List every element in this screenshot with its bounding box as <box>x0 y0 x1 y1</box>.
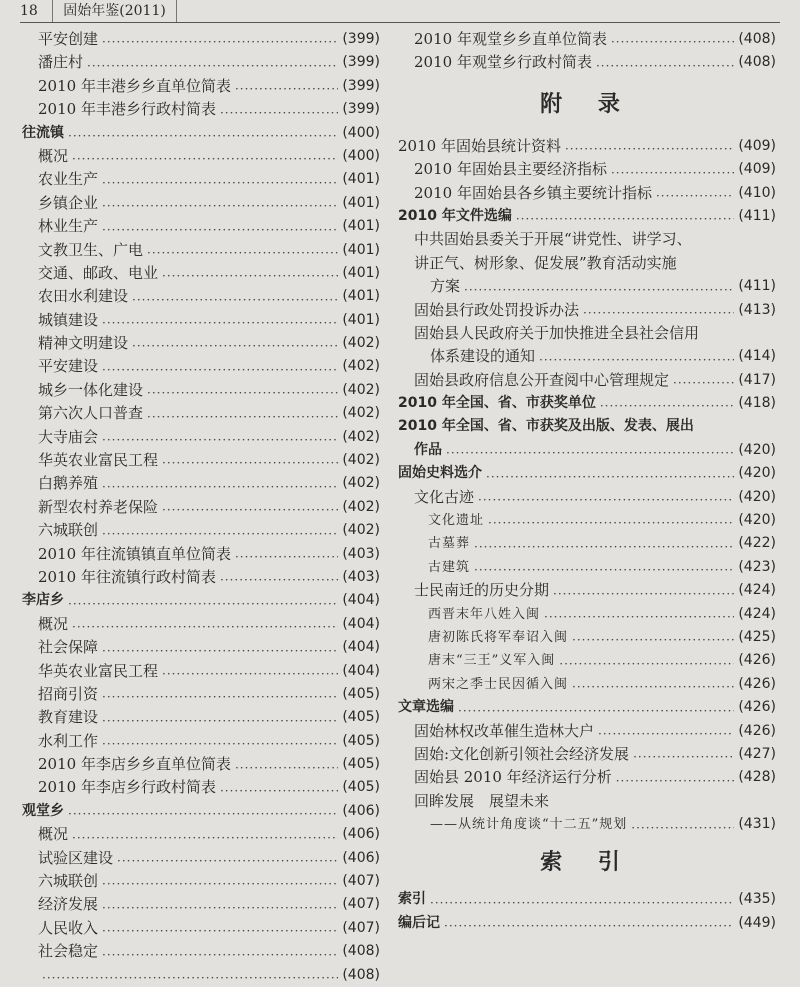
leader-dots <box>430 894 734 912</box>
toc-entry[interactable] <box>22 683 380 706</box>
toc-entry-label: 教育建设 <box>38 708 99 727</box>
toc-page-number: (405) <box>342 709 380 726</box>
toc-page-number: (407) <box>342 896 380 913</box>
toc-page-number: (426) <box>738 675 776 692</box>
toc-page-number: (401) <box>342 311 380 328</box>
left-toc-column <box>22 28 380 987</box>
toc-page-number: (399) <box>342 77 380 94</box>
toc-page-number: (420) <box>738 512 776 529</box>
book-title: 固始年鉴(2011) <box>52 0 177 22</box>
toc-entry-label: 李店乡 <box>22 592 64 609</box>
toc-entry-label: 固始县行政处罚投诉办法 <box>414 300 580 319</box>
leader-dots <box>102 174 338 192</box>
leader-dots <box>102 899 338 917</box>
toc-multiline-entry[interactable] <box>398 415 776 462</box>
toc-entry-line: 回眸发展 展望未来 <box>414 791 550 810</box>
toc-entry[interactable] <box>22 449 380 472</box>
toc-entry[interactable] <box>22 496 380 519</box>
leader-dots <box>102 642 338 660</box>
toc-entry[interactable] <box>22 426 380 449</box>
toc-entry[interactable] <box>22 823 380 846</box>
toc-entry[interactable] <box>398 135 776 158</box>
toc-entry-label: 平安创建 <box>38 29 99 48</box>
toc-entry-label: 文教卫生、广电 <box>38 240 144 259</box>
leader-dots <box>572 631 734 649</box>
toc-page-number: (399) <box>342 54 380 71</box>
toc-page-number: (420) <box>738 441 776 458</box>
leader-dots <box>235 548 338 566</box>
leader-dots <box>102 221 338 239</box>
leader-dots <box>147 408 338 426</box>
leader-dots <box>611 164 734 182</box>
toc-entry-label: 试验区建设 <box>38 848 114 867</box>
toc-entry-label: 概况 <box>38 825 69 844</box>
toc-entry-label: 乡镇企业 <box>38 193 99 212</box>
toc-entry-label: 古墓葬 <box>428 536 471 552</box>
toc-page-number: (411) <box>738 278 776 295</box>
toc-page-number: (405) <box>342 732 380 749</box>
toc-page-number: (399) <box>342 101 380 118</box>
leader-dots <box>102 197 338 215</box>
toc-entry[interactable] <box>398 649 776 672</box>
toc-page-number: (402) <box>342 522 380 539</box>
leader-dots <box>132 291 338 309</box>
leader-dots <box>102 875 338 893</box>
toc-entry-label: 文章选编 <box>398 699 454 716</box>
leader-dots <box>516 210 735 228</box>
toc-section-entry[interactable] <box>398 889 776 912</box>
leader-dots <box>147 384 338 402</box>
toc-entry-label: 文化古迹 <box>414 487 475 506</box>
toc-page-number: (404) <box>342 592 380 609</box>
toc-page-number: (424) <box>738 582 776 599</box>
toc-page-number: (431) <box>738 816 776 833</box>
toc-entry-label: 概况 <box>38 146 69 165</box>
toc-page-number: (411) <box>738 207 776 224</box>
leader-dots <box>102 431 338 449</box>
toc-entry-label: 招商引资 <box>38 684 99 703</box>
leader-dots <box>565 140 734 158</box>
toc-entry-label: 固始县 2010 年经济运行分析 <box>414 768 612 787</box>
toc-entry-label: 往流镇 <box>22 124 64 141</box>
toc-entry-label: 林业生产 <box>38 217 99 236</box>
leader-dots <box>102 361 338 379</box>
page-header <box>20 0 780 23</box>
toc-entry-label: 新型农村养老保险 <box>38 497 159 516</box>
toc-entry-label: 华英农业富民工程 <box>38 451 159 470</box>
leader-dots <box>474 538 734 556</box>
leader-dots <box>478 491 734 509</box>
toc-entry-label: 人民收入 <box>38 918 99 937</box>
right-toc-column <box>398 28 776 935</box>
toc-entry[interactable] <box>22 847 380 870</box>
toc-entry[interactable] <box>22 285 380 308</box>
toc-entry[interactable] <box>398 392 776 415</box>
toc-entry-label: 六城联创 <box>38 872 99 891</box>
leader-dots <box>162 267 338 285</box>
toc-page-number: (400) <box>342 124 380 141</box>
leader-dots <box>235 759 338 777</box>
toc-entry-label: 唐末“三王”义军入闽 <box>428 653 556 669</box>
leader-dots <box>162 665 338 683</box>
leader-dots <box>600 397 735 415</box>
toc-page-number: (422) <box>738 535 776 552</box>
toc-entry[interactable] <box>22 917 380 940</box>
toc-entry-label: 2010 年李店乡乡直单位简表 <box>38 755 231 774</box>
toc-entry[interactable] <box>22 566 380 589</box>
toc-multiline-entry[interactable] <box>398 790 776 837</box>
toc-entry[interactable] <box>22 543 380 566</box>
toc-page-number: (420) <box>738 488 776 505</box>
toc-entry-label: 固始史料选介 <box>398 465 482 482</box>
toc-entry[interactable] <box>22 613 380 636</box>
leader-dots <box>68 595 338 613</box>
toc-page-number: (404) <box>342 639 380 656</box>
toc-entry[interactable] <box>22 753 380 776</box>
toc-entry-label: 作品 <box>414 441 442 458</box>
toc-entry[interactable] <box>22 309 380 332</box>
toc-entry[interactable] <box>398 158 776 181</box>
toc-entry-label: 2010 年丰港乡行政村简表 <box>38 100 216 119</box>
toc-entry-label: 2010 年观堂乡行政村简表 <box>414 53 592 72</box>
toc-page-number: (425) <box>738 628 776 645</box>
leader-dots <box>583 304 734 322</box>
toc-entry-label: 两宋之季士民因循入闽 <box>428 676 569 692</box>
toc-page-number: (408) <box>738 54 776 71</box>
leader-dots <box>102 712 338 730</box>
toc-entry[interactable] <box>398 720 776 743</box>
toc-page-number: (427) <box>738 745 776 762</box>
toc-section-entry[interactable] <box>22 122 380 145</box>
toc-entry[interactable] <box>398 28 776 51</box>
toc-entry-label: 西晋末年八姓入闽 <box>428 606 541 622</box>
toc-entry-label: 2010 年李店乡行政村简表 <box>38 778 216 797</box>
toc-entry-label: 2010 年文件选编 <box>398 207 512 224</box>
toc-page-number: (402) <box>342 405 380 422</box>
leader-dots <box>102 922 338 940</box>
toc-entry-label: 城镇建设 <box>38 310 99 329</box>
toc-page-number: (410) <box>738 184 776 201</box>
toc-entry-label: 士民南迁的历史分期 <box>414 581 550 600</box>
leader-dots <box>102 314 338 332</box>
toc-entry[interactable] <box>398 556 776 579</box>
toc-page-number: (418) <box>738 395 776 412</box>
toc-page-number: (408) <box>738 30 776 47</box>
toc-entry-label: 2010 年往流镇镇直单位简表 <box>38 544 231 563</box>
leader-dots <box>102 33 338 51</box>
toc-page-number: (402) <box>342 381 380 398</box>
leader-dots <box>68 805 338 823</box>
toc-entry[interactable] <box>22 355 380 378</box>
toc-entry-label: 华英农业富民工程 <box>38 661 159 680</box>
toc-entry-line: 讲正气、树形象、促发展”教育活动实施 <box>414 253 677 272</box>
leader-dots <box>633 748 734 766</box>
toc-page-number: (407) <box>342 919 380 936</box>
leader-dots <box>572 678 734 696</box>
toc-entry[interactable] <box>22 168 380 191</box>
toc-entry-label: 农业生产 <box>38 170 99 189</box>
leader-dots <box>458 702 734 720</box>
leader-dots <box>553 585 734 603</box>
toc-page-number: (420) <box>738 465 776 482</box>
leader-dots <box>464 281 734 299</box>
toc-section-entry[interactable] <box>22 800 380 823</box>
toc-entry-label: 农田水利建设 <box>38 287 129 306</box>
leader-dots <box>132 337 338 355</box>
toc-entry[interactable] <box>22 706 380 729</box>
toc-page-number: (404) <box>342 615 380 632</box>
toc-page-number: (406) <box>342 849 380 866</box>
toc-section-entry[interactable] <box>398 912 776 935</box>
toc-page-number: (426) <box>738 699 776 716</box>
toc-page-number: (402) <box>342 498 380 515</box>
toc-entry[interactable] <box>22 777 380 800</box>
toc-page-number: (402) <box>342 428 380 445</box>
toc-entry[interactable] <box>398 743 776 766</box>
toc-page-number: (403) <box>342 545 380 562</box>
leader-dots <box>673 374 734 392</box>
toc-page-number: (449) <box>738 914 776 931</box>
toc-entry-label: 唐初陈氏将军奉诏入闽 <box>428 629 569 645</box>
toc-multiline-entry[interactable] <box>398 322 776 369</box>
leader-dots <box>68 127 338 145</box>
toc-page-number: (435) <box>738 891 776 908</box>
toc-entry[interactable] <box>398 579 776 602</box>
toc-page-number: (426) <box>738 652 776 669</box>
toc-entry[interactable] <box>22 940 380 963</box>
toc-entry[interactable] <box>398 626 776 649</box>
toc-entry-label: 大寺庙会 <box>38 427 99 446</box>
toc-entry-label: 白鹅养殖 <box>38 474 99 493</box>
toc-entry-line: 中共固始县委关于开展“讲党性、讲学习、 <box>414 230 692 249</box>
toc-entry-label: 社会保障 <box>38 638 99 657</box>
toc-page-number: (408) <box>342 943 380 960</box>
toc-page-number: (428) <box>738 769 776 786</box>
toc-entry-label: 水利工作 <box>38 731 99 750</box>
leader-dots <box>162 501 338 519</box>
toc-page-number: (424) <box>738 605 776 622</box>
toc-page-number: (401) <box>342 171 380 188</box>
leader-dots <box>72 150 338 168</box>
toc-entry[interactable] <box>398 509 776 532</box>
toc-entry[interactable] <box>22 660 380 683</box>
toc-entry[interactable] <box>398 369 776 392</box>
toc-page-number: (405) <box>342 756 380 773</box>
toc-entry[interactable] <box>22 215 380 238</box>
toc-page-number: (400) <box>342 147 380 164</box>
toc-entry[interactable] <box>22 964 380 987</box>
toc-page-number: (401) <box>342 194 380 211</box>
toc-entry-label: 社会稳定 <box>38 942 99 961</box>
leader-dots <box>147 244 338 262</box>
toc-page-number: (401) <box>342 264 380 281</box>
toc-entry-label: 观堂乡 <box>22 802 64 819</box>
toc-page-number: (406) <box>342 826 380 843</box>
toc-entry[interactable] <box>398 673 776 696</box>
leader-dots <box>117 852 338 870</box>
toc-entry[interactable] <box>22 239 380 262</box>
leader-dots <box>87 57 338 75</box>
toc-page-number: (403) <box>342 568 380 585</box>
leader-dots <box>596 57 734 75</box>
toc-entry-label: 2010 年固始县各乡镇主要统计指标 <box>414 183 652 202</box>
leader-dots <box>559 655 734 673</box>
leader-dots <box>616 772 735 790</box>
toc-page-number: (401) <box>342 288 380 305</box>
leader-dots <box>72 618 338 636</box>
toc-entry[interactable] <box>398 532 776 555</box>
leader-dots <box>444 917 734 935</box>
leader-dots <box>102 946 338 964</box>
toc-page-number: (399) <box>342 30 380 47</box>
toc-entry[interactable] <box>22 192 380 215</box>
toc-entry[interactable] <box>398 51 776 74</box>
toc-entry-label: 2010 年全国、省、市获奖单位 <box>398 395 596 412</box>
leader-dots <box>72 829 338 847</box>
toc-entry-label: 2010 年固始县统计资料 <box>398 136 561 155</box>
toc-page-number: (402) <box>342 358 380 375</box>
leader-dots <box>656 187 734 205</box>
toc-entry-label: 固始:文化创新引领社会经济发展 <box>414 744 630 763</box>
toc-entry[interactable] <box>22 730 380 753</box>
toc-entry-label: 潘庄村 <box>38 53 84 72</box>
toc-entry-label: 2010 年固始县主要经济指标 <box>414 160 607 179</box>
toc-page-number: (417) <box>738 371 776 388</box>
leader-dots <box>544 608 734 626</box>
toc-page-number: (401) <box>342 218 380 235</box>
toc-entry-label: 文化遗址 <box>428 513 485 529</box>
toc-entry[interactable] <box>22 870 380 893</box>
toc-entry[interactable] <box>22 379 380 402</box>
toc-entry[interactable] <box>22 636 380 659</box>
toc-page-number: (409) <box>738 161 776 178</box>
toc-entry-label: 方案 <box>430 277 461 296</box>
leader-dots <box>102 735 338 753</box>
toc-entry-label: 交通、邮政、电业 <box>38 263 159 282</box>
toc-entry[interactable] <box>398 603 776 626</box>
toc-section-entry[interactable] <box>22 589 380 612</box>
toc-entry-line: 2010 年全国、省、市获奖及出版、发表、展出 <box>398 418 694 435</box>
toc-page-number: (402) <box>342 475 380 492</box>
toc-entry[interactable] <box>22 98 380 121</box>
toc-entry[interactable] <box>22 472 380 495</box>
toc-page-number: (401) <box>342 241 380 258</box>
leader-dots <box>488 514 734 532</box>
leader-dots <box>162 454 338 472</box>
toc-page-number: (426) <box>738 722 776 739</box>
page-number: 18 <box>20 3 38 19</box>
toc-entry-label: 固始县政府信息公开查阅中心管理规定 <box>414 370 670 389</box>
appendix-heading: 附 录 <box>540 91 634 117</box>
toc-entry-label: 索引 <box>398 891 426 908</box>
toc-entry-label: 概况 <box>38 614 69 633</box>
toc-page-number: (405) <box>342 779 380 796</box>
toc-entry-label: 第六次人口普查 <box>38 404 144 423</box>
toc-multiline-entry[interactable] <box>398 228 776 298</box>
toc-entry[interactable] <box>22 332 380 355</box>
toc-page-number: (408) <box>342 966 380 983</box>
toc-entry[interactable] <box>22 893 380 916</box>
toc-page-number: (402) <box>342 335 380 352</box>
toc-page-number: (423) <box>738 558 776 575</box>
toc-entry-label: 精神文明建设 <box>38 334 129 353</box>
toc-entry[interactable] <box>22 519 380 542</box>
toc-entry[interactable] <box>22 145 380 168</box>
toc-section-entry[interactable] <box>398 696 776 719</box>
toc-entry-label: 平安建设 <box>38 357 99 376</box>
toc-entry-label: ——从统计角度谈“十二五”规划 <box>430 817 628 833</box>
leader-dots <box>446 444 734 462</box>
leader-dots <box>102 525 338 543</box>
toc-entry-label: 城乡一体化建设 <box>38 380 144 399</box>
toc-entry-label: 固始林权改革催生造林大户 <box>414 721 595 740</box>
leader-dots <box>220 571 338 589</box>
leader-dots <box>42 969 338 987</box>
toc-section-entry[interactable] <box>398 205 776 228</box>
toc-entry[interactable] <box>22 28 380 51</box>
leader-dots <box>235 80 338 98</box>
toc-page-number: (413) <box>738 301 776 318</box>
leader-dots <box>598 725 734 743</box>
toc-entry-label: 编后记 <box>398 914 440 931</box>
toc-entry[interactable] <box>398 486 776 509</box>
toc-page-number: (405) <box>342 685 380 702</box>
toc-entry[interactable] <box>398 766 776 789</box>
leader-dots <box>220 104 338 122</box>
leader-dots <box>611 33 734 51</box>
toc-entry-label: 古建筑 <box>428 559 471 575</box>
toc-entry-label: 2010 年观堂乡乡直单位简表 <box>414 29 607 48</box>
index-heading: 索 引 <box>540 849 634 875</box>
toc-entry-line: 固始县人民政府关于加快推进全县社会信用 <box>414 323 700 342</box>
leader-dots <box>474 561 734 579</box>
toc-entry-label: 经济发展 <box>38 895 99 914</box>
toc-entry[interactable] <box>22 402 380 425</box>
toc-page-number: (409) <box>738 137 776 154</box>
leader-dots <box>220 782 338 800</box>
leader-dots <box>631 819 734 837</box>
toc-page-number: (407) <box>342 873 380 890</box>
toc-page-number: (406) <box>342 802 380 819</box>
toc-entry[interactable] <box>22 75 380 98</box>
toc-entry[interactable] <box>398 299 776 322</box>
toc-entry[interactable] <box>22 262 380 285</box>
toc-section-entry[interactable] <box>398 462 776 485</box>
toc-entry[interactable] <box>22 51 380 74</box>
toc-entry[interactable] <box>398 182 776 205</box>
leader-dots <box>486 468 734 486</box>
leader-dots <box>539 351 734 369</box>
toc-entry-label: 体系建设的通知 <box>430 347 536 366</box>
toc-page-number: (404) <box>342 662 380 679</box>
toc-page-number: (414) <box>738 348 776 365</box>
leader-dots <box>102 478 338 496</box>
leader-dots <box>102 688 338 706</box>
toc-entry-label: 2010 年往流镇行政村简表 <box>38 567 216 586</box>
toc-entry-label: 六城联创 <box>38 521 99 540</box>
toc-entry-label: 2010 年丰港乡乡直单位简表 <box>38 76 231 95</box>
toc-page-number: (402) <box>342 452 380 469</box>
